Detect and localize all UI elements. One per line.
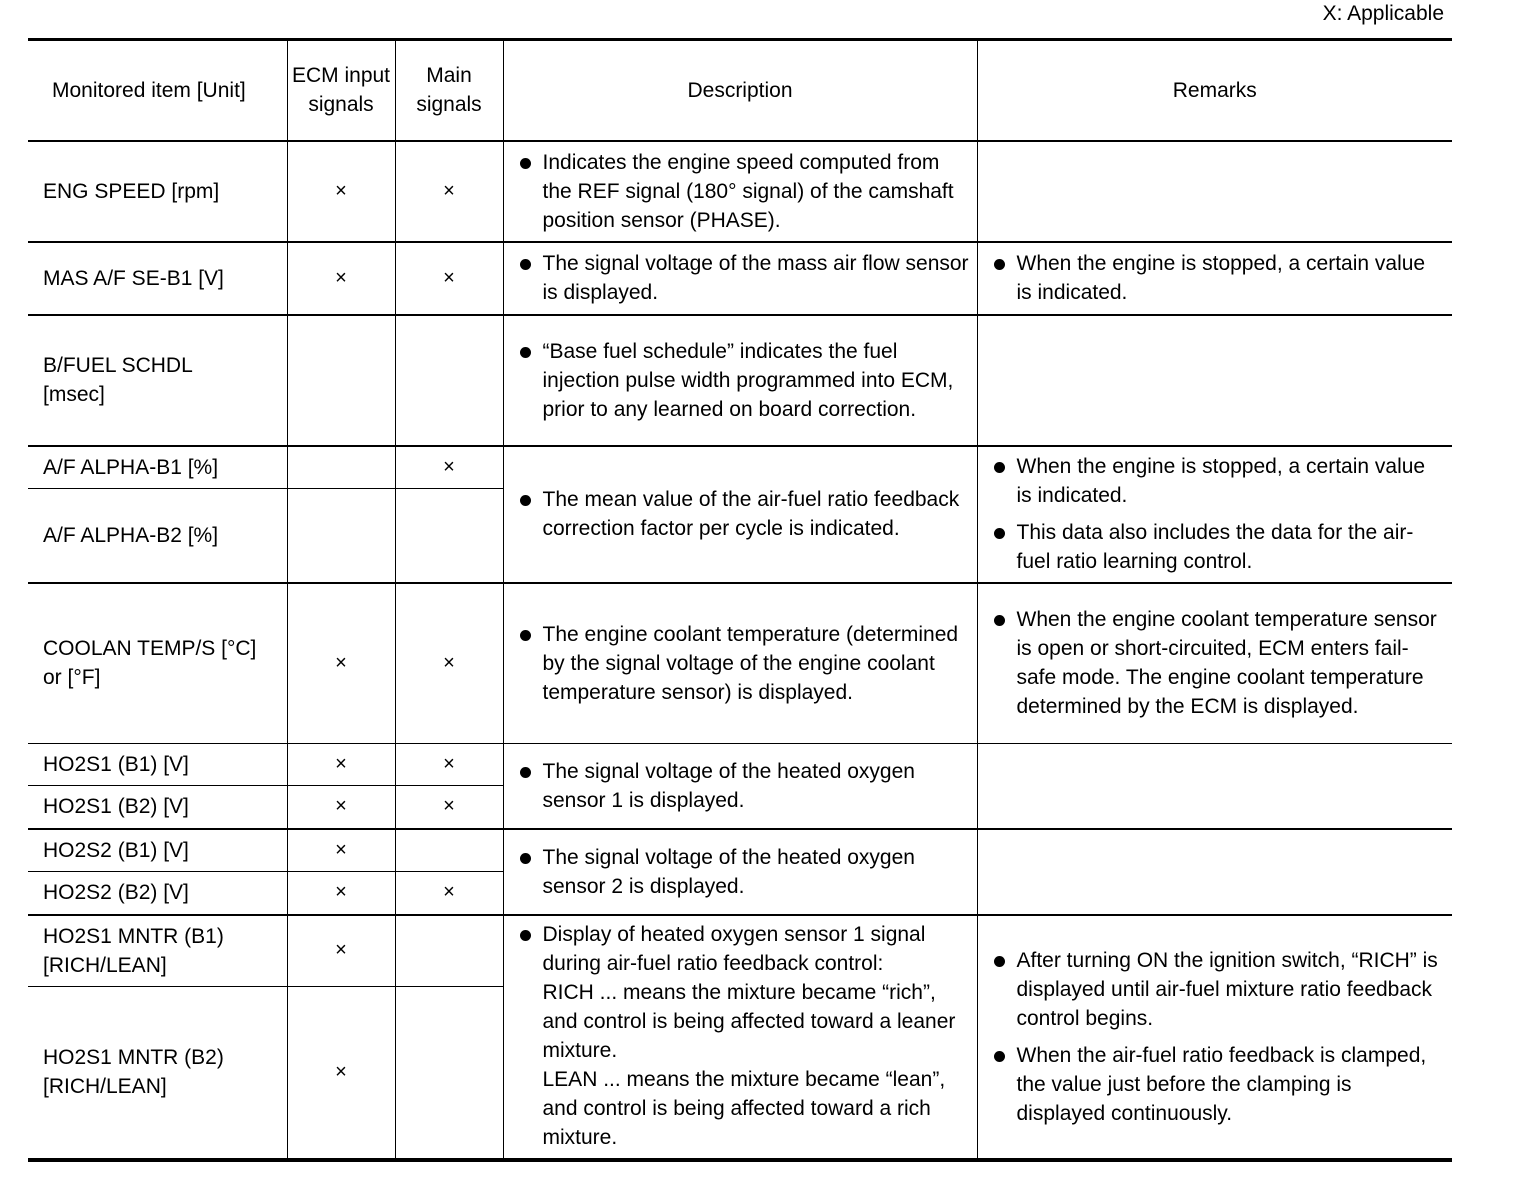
table-row <box>28 141 1452 242</box>
remark-bullet: When the engine is stopped, a certain value is indicated. <box>992 452 1447 510</box>
main-signal-mark <box>395 915 503 987</box>
main-signal-mark: × <box>395 446 503 489</box>
monitor-items-table <box>28 38 1452 1162</box>
table-row <box>28 315 1452 446</box>
table-row <box>28 583 1452 744</box>
description-bullet: The engine coolant temperature (determined by the signal voltage of the engine coolant temperature sensor) is displayed. <box>518 620 971 707</box>
description-rich-text: RICH ... means the mixture became “rich”, and control is being affected toward a leaner mixture. <box>542 980 956 1062</box>
ecm-input-mark <box>287 446 395 489</box>
table-header-row <box>28 40 1452 141</box>
description-bullet: The mean value of the air-fuel ratio feedback correction factor per cycle is indicated. <box>518 485 971 543</box>
main-signal-mark: × <box>395 744 503 786</box>
monitored-item: COOLAN TEMP/S [°C] or [°F] <box>28 583 287 744</box>
ecm-input-mark: × <box>287 141 395 242</box>
main-signal-mark <box>395 315 503 446</box>
description-bullet: The signal voltage of the heated oxygen sensor 2 is displayed. <box>518 843 971 901</box>
main-signal-mark: × <box>395 786 503 829</box>
table-row <box>28 829 1452 872</box>
description-bullet: The signal voltage of the mass air flow sensor is displayed. <box>518 249 971 307</box>
remark-bullet: This data also includes the data for the air-fuel ratio learning control. <box>992 518 1447 576</box>
header-remarks: Remarks <box>977 40 1452 141</box>
ecm-input-mark: × <box>287 987 395 1160</box>
description-lean-text: LEAN ... means the mixture became “lean”, and control is being affected toward a rich mixture. <box>542 1067 946 1149</box>
main-signal-mark <box>395 987 503 1160</box>
monitored-item: HO2S1 MNTR (B2) [RICH/LEAN] <box>28 987 287 1160</box>
ecm-input-mark: × <box>287 744 395 786</box>
description-cell <box>503 315 977 446</box>
monitored-item: HO2S2 (B1) [V] <box>28 829 287 872</box>
remarks-cell <box>977 242 1452 315</box>
remarks-cell <box>977 141 1452 242</box>
table-row <box>28 915 1452 987</box>
applicable-legend: X: Applicable <box>1322 2 1444 25</box>
monitored-item: HO2S1 MNTR (B1) [RICH/LEAN] <box>28 915 287 987</box>
main-signal-mark <box>395 829 503 872</box>
main-signal-mark: × <box>395 872 503 915</box>
ecm-input-mark <box>287 489 395 583</box>
description-cell <box>503 583 977 744</box>
header-monitored-item: Monitored item [Unit] <box>28 40 287 141</box>
ecm-input-mark: × <box>287 242 395 315</box>
header-main-signals: Main signals <box>395 40 503 141</box>
description-bullet <box>518 920 971 1152</box>
ecm-input-mark: × <box>287 583 395 744</box>
remark-bullet: When the engine coolant temperature sensor is open or short-circuited, ECM enters fail-safe mode. The engine coolant temperature determined by the ECM is displayed. <box>992 605 1447 721</box>
monitored-item: HO2S2 (B2) [V] <box>28 872 287 915</box>
header-description: Description <box>503 40 977 141</box>
monitored-item: A/F ALPHA-B2 [%] <box>28 489 287 583</box>
description-bullet: Indicates the engine speed computed from the REF signal (180° signal) of the camshaft position sensor (PHASE). <box>518 148 971 235</box>
monitored-item: HO2S1 (B2) [V] <box>28 786 287 829</box>
ecm-input-mark <box>287 315 395 446</box>
description-cell <box>503 446 977 583</box>
ecm-input-mark: × <box>287 829 395 872</box>
table-row <box>28 744 1452 786</box>
remark-bullet: After turning ON the ignition switch, “RICH” is displayed until air-fuel mixture ratio feedback control begins. <box>992 946 1447 1033</box>
main-signal-mark: × <box>395 583 503 744</box>
ecm-input-mark: × <box>287 915 395 987</box>
remarks-cell <box>977 583 1452 744</box>
remarks-cell <box>977 315 1452 446</box>
remarks-cell <box>977 915 1452 1160</box>
description-bullet: The signal voltage of the heated oxygen sensor 1 is displayed. <box>518 757 971 815</box>
remark-bullet: When the engine is stopped, a certain value is indicated. <box>992 249 1447 307</box>
monitored-item: HO2S1 (B1) [V] <box>28 744 287 786</box>
description-cell <box>503 242 977 315</box>
description-bullet: “Base fuel schedule” indicates the fuel injection pulse width programmed into ECM, prior to any learned on board correction. <box>518 337 971 424</box>
header-ecm-input-signals: ECM input signals <box>287 40 395 141</box>
ecm-input-mark: × <box>287 872 395 915</box>
monitored-item: MAS A/F SE-B1 [V] <box>28 242 287 315</box>
description-cell <box>503 829 977 915</box>
monitored-item: ENG SPEED [rpm] <box>28 141 287 242</box>
main-signal-mark: × <box>395 141 503 242</box>
table-row <box>28 446 1452 489</box>
description-cell <box>503 915 977 1160</box>
table-row <box>28 242 1452 315</box>
remark-bullet: When the air-fuel ratio feedback is clamped, the value just before the clamping is displayed continuously. <box>992 1041 1447 1128</box>
monitored-item: A/F ALPHA-B1 [%] <box>28 446 287 489</box>
main-signal-mark <box>395 489 503 583</box>
ecm-input-mark: × <box>287 786 395 829</box>
remarks-cell <box>977 446 1452 583</box>
monitored-item: B/FUEL SCHDL [msec] <box>28 315 287 446</box>
remarks-cell <box>977 744 1452 829</box>
description-text: Display of heated oxygen sensor 1 signal during air-fuel ratio feedback control: <box>542 922 926 975</box>
description-cell <box>503 744 977 829</box>
main-signal-mark: × <box>395 242 503 315</box>
remarks-cell <box>977 829 1452 915</box>
description-cell <box>503 141 977 242</box>
